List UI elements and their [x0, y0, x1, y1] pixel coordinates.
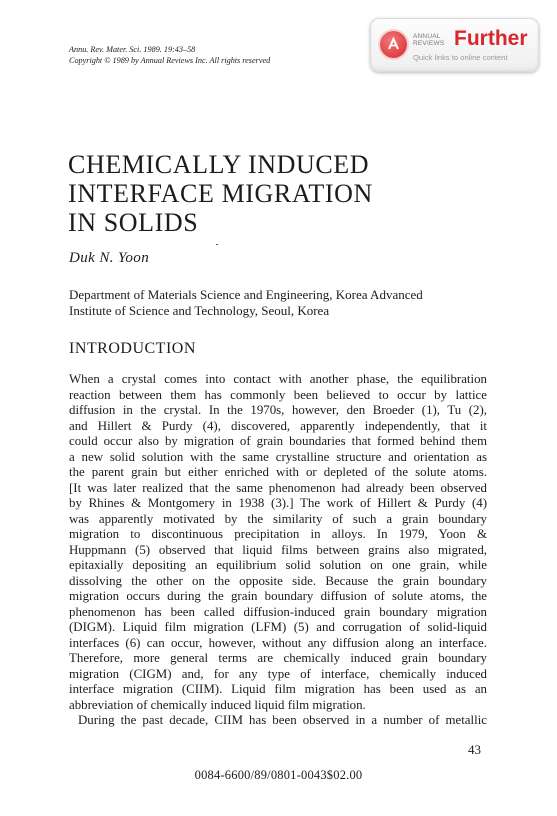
body-line: (DIGM). Liquid film migration (LFM) (5) and corrugation of solid-liquid [69, 620, 487, 634]
body-line: When a crystal comes into contact with another phase, the equilibration [69, 372, 487, 386]
brand-line-1: ANNUAL [413, 33, 441, 40]
body-text [69, 372, 487, 729]
body-line: interfaces (6) can occur, however, without any diffusion along an interface. [69, 635, 487, 650]
body-line: could occur also by migration of grain boundaries that formed behind them [69, 434, 487, 448]
section-heading: INTRODUCTION [69, 340, 196, 357]
further-word: Further [454, 27, 528, 50]
body-line: interface migration (CIIM). Liquid film migration has been used as an [69, 682, 487, 696]
body-line: and Hillert & Purdy (4), discovered, apparently independently, that it [69, 418, 487, 433]
print-speck [216, 244, 218, 245]
annual-reviews-logo-icon [380, 31, 407, 58]
page-number: 43 [468, 742, 481, 757]
article-title [68, 150, 498, 237]
body-line-paragraph-end: abbreviation of chemically induced liquid film migration. [69, 697, 366, 712]
body-line: reaction between them has commonly been believed to occur by lattice [69, 387, 487, 402]
body-line: migration occurs during the grain boundary diffusion of solute atoms, the [69, 589, 487, 603]
brand-line-2: REVIEWS [413, 40, 445, 47]
body-line: by Rhines & Montgomery in 1938 (3).] The work of Hillert & Purdy (4) [69, 496, 487, 510]
title-line-2: INTERFACE MIGRATION [68, 179, 373, 208]
body-line: migration (CIGM) and, for any type of interface, chemically induced [69, 666, 487, 681]
body-line: migration to discontinuous precipitation in alloys. In 1979, Yoon & [69, 527, 487, 541]
body-line: the parent grain but either enriched with or depleted of the solute atoms. [69, 465, 487, 479]
further-links-button[interactable] [370, 18, 539, 72]
body-line: dissolving the other on the opposite side. Because the grain boundary [69, 573, 487, 588]
further-subtitle: Quick links to online content [413, 53, 508, 62]
footer-price-code: 0084-6600/89/0801-0043$02.00 [194, 768, 363, 782]
annual-reviews-brand [413, 33, 444, 47]
citation-line-2: Copyright © 1989 by Annual Reviews Inc. All rights reserved [69, 56, 271, 65]
body-line: Huppmann (5) observed that liquid films between grains also migrated, [69, 542, 487, 557]
body-line: diffusion in the crystal. In the 1970s, however, den Broeder (1), Tu (2), [69, 403, 487, 417]
author-name: Duk N. Yoon [69, 250, 150, 266]
title-line-3: IN SOLIDS [68, 208, 199, 237]
affiliation-line-1: Department of Materials Science and Engineering, Korea Advanced [69, 287, 423, 302]
body-line-next-paragraph: During the past decade, CIIM has been observed in a number of metallic [78, 713, 487, 727]
body-line: a new solid solution with the same crystalline structure and orientation as [69, 449, 487, 464]
affiliation-line-2: Institute of Science and Technology, Seoul, Korea [69, 303, 330, 318]
journal-citation [69, 44, 389, 66]
body-line: Therefore, more general terms are chemically induced grain boundary [69, 651, 487, 665]
title-line-1: CHEMICALLY INDUCED [68, 150, 370, 179]
author-affiliation [69, 287, 499, 319]
citation-line-1: Annu. Rev. Mater. Sci. 1989. 19:43–58 [69, 45, 196, 54]
body-line: was apparently motivated by the similarity of such a grain boundary [69, 511, 487, 526]
body-line: [It was later realized that the same phenomenon had already been observed [69, 480, 487, 495]
body-line: epitaxially depositing an equilibrium solid solution on one grain, while [69, 558, 487, 572]
body-line: phenomenon has been called diffusion-induced grain boundary migration [69, 604, 487, 619]
